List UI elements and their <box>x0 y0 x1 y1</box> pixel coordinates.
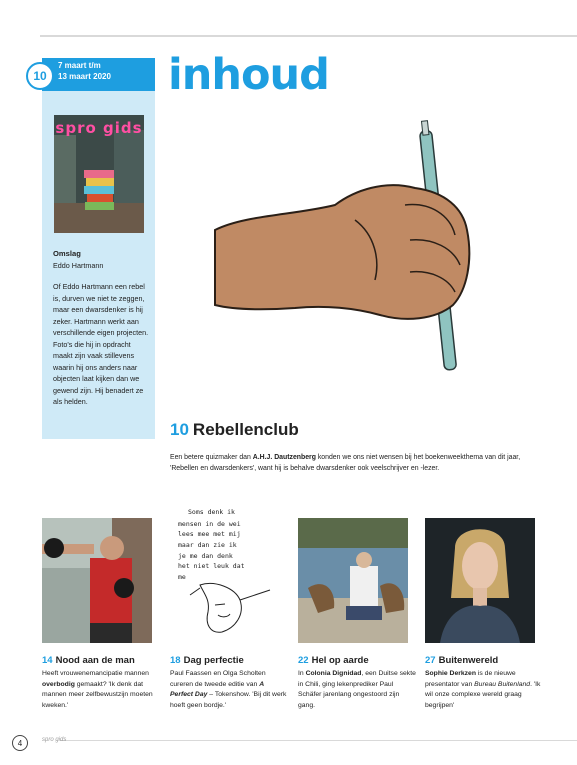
card-title-buitenwereld[interactable] <box>425 655 498 666</box>
card-text-bold: A Perfect Day <box>170 680 264 698</box>
card-text <box>298 669 416 711</box>
card-title-hel-op-aarde[interactable] <box>298 655 369 666</box>
card-text-bold: Sophie Derkzen <box>425 670 476 677</box>
card-text <box>425 669 543 711</box>
cover-description: Of Eddo Hartmann een rebel is, durven we niet te zeggen, maar een dwarsdenker is hij zeker. Hartmann werkt aan verschillende eigen projecten. Foto's die hij in opdracht maakt zijn vaak stillevens waarin hij ons anders naar objecten laat kijken dan we gewend zijn. Hij benadert ze als helden. <box>53 282 149 406</box>
card-page-number: 18 <box>170 655 181 666</box>
drawing-line-7: me <box>178 573 186 581</box>
card-text-bold: overbodig <box>42 680 75 688</box>
card-text-italic: Bureau Buitenland <box>474 680 531 688</box>
cover-thumbnail[interactable] <box>54 115 144 233</box>
card-text-part: , een Duitse sekte in Chili, ging lekenprediker Paul Schäfer jarenlang ongestoord zijn gang. <box>298 670 416 709</box>
drawing-line-6: het niet leuk dat <box>178 562 245 570</box>
card-page-number: 22 <box>298 655 309 666</box>
card-title-nood-aan-de-man[interactable] <box>42 655 135 666</box>
card-text-part: Heeft vrouwenemancipatie mannen <box>42 670 149 677</box>
drawing-line-4: maar dan zie ik <box>178 541 237 549</box>
page-number: 4 <box>12 735 28 751</box>
fist-with-pen-illustration <box>205 120 495 380</box>
card-text-part: – Tokenshow. 'Bij dit werk hoeft geen bordje.' <box>170 691 287 709</box>
feature-title[interactable] <box>170 420 299 440</box>
drawing-line-2: mensen in de wei <box>178 520 241 528</box>
issue-number-badge: 10 <box>26 62 54 90</box>
date-line-2: 13 maart 2020 <box>58 72 111 81</box>
drawing-line-5: je me dan denk <box>178 552 233 560</box>
card-text-part: gemaakt? 'Ik denk dat mannen meer zelfbewustzijn moeten kweken.' <box>42 680 153 709</box>
feature-text <box>170 452 545 474</box>
card-text <box>42 669 160 711</box>
card-page-number: 14 <box>42 655 53 666</box>
drawing-line-1: Soms denk ik <box>188 508 235 516</box>
card-title-text: Buitenwereld <box>438 655 499 666</box>
handwritten-drawing[interactable] <box>170 500 280 645</box>
footer-brand-logo: spro gids <box>42 737 67 743</box>
feature-title-text: Rebellenclub <box>192 420 299 439</box>
feature-text-2: konden we ons niet wensen bij het boekenweekthema van dit jaar, 'Rebellen en dwarsdenkers', want hij is behalve dwarsdenker ook veelschrijver en -lezer. <box>170 454 521 472</box>
feature-text-1: Een betere quizmaker dan <box>170 454 253 461</box>
cover-caption <box>53 248 149 408</box>
card-text-bold: Colonia Dignidad <box>305 670 362 677</box>
feature-page-number: 10 <box>170 420 189 439</box>
cover-title: spro gids <box>55 119 143 137</box>
bottom-rule <box>60 740 577 741</box>
card-page-number: 27 <box>425 655 436 666</box>
card-title-dag-perfectie[interactable] <box>170 655 244 666</box>
card-text-part: In <box>298 670 306 677</box>
card-text-part: is de nieuwe presentator van <box>425 670 516 688</box>
sophie-derkzen-portrait[interactable] <box>425 518 535 643</box>
card-text-part: Paul Faassen en Olga Scholten cureren de tweede editie van <box>170 670 266 688</box>
page-title: inhoud <box>168 50 329 100</box>
colonia-dignidad-photo[interactable] <box>298 518 408 643</box>
feature-text-bold: A.H.J. Dautzenberg <box>252 454 316 461</box>
drawing-line-3: lees mee met mij <box>178 530 241 538</box>
boxer-photo[interactable] <box>42 518 152 643</box>
card-text-part: . 'Ik wil onze complexe wereld graag begrijpen' <box>425 680 541 709</box>
cover-credit: Eddo Hartmann <box>53 260 104 270</box>
date-line-1: 7 maart t/m <box>58 61 101 70</box>
card-title-text: Nood aan de man <box>55 655 135 666</box>
cover-label: Omslag <box>53 249 81 258</box>
issue-date-box <box>42 58 155 91</box>
card-title-text: Hel op aarde <box>311 655 369 666</box>
card-text <box>170 669 288 711</box>
card-title-text: Dag perfectie <box>183 655 244 666</box>
top-rule <box>40 35 577 37</box>
